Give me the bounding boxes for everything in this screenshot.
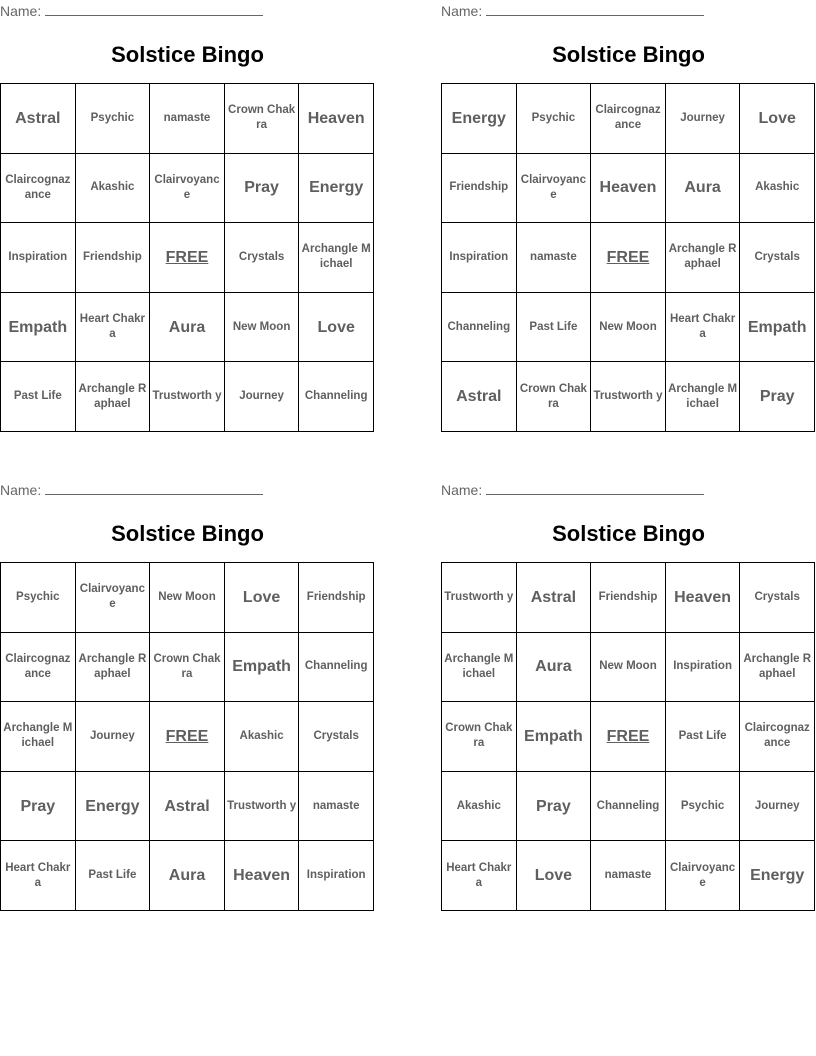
- bingo-cell[interactable]: Akashic: [76, 154, 151, 224]
- bingo-cell[interactable]: Channeling: [299, 362, 374, 432]
- bingo-card-2: [441, 0, 816, 432]
- bingo-cell[interactable]: Journey: [740, 772, 815, 842]
- bingo-cell[interactable]: Trustworth y: [591, 362, 666, 432]
- card-title: Solstice Bingo: [111, 42, 264, 67]
- name-blank-line[interactable]: [45, 482, 263, 495]
- bingo-cell[interactable]: Archangle Michael: [299, 223, 374, 293]
- bingo-cell[interactable]: Akashic: [225, 702, 300, 772]
- bingo-grid: [0, 562, 374, 911]
- bingo-cell[interactable]: Pray: [225, 154, 300, 224]
- bingo-cell[interactable]: Past Life: [666, 702, 741, 772]
- bingo-cell[interactable]: Archangle Michael: [1, 702, 76, 772]
- bingo-cell[interactable]: Channeling: [442, 293, 517, 363]
- name-blank-line[interactable]: [45, 3, 263, 16]
- bingo-cell[interactable]: Love: [740, 84, 815, 154]
- bingo-cell[interactable]: Aura: [666, 154, 741, 224]
- bingo-cell[interactable]: Crystals: [225, 223, 300, 293]
- bingo-cell[interactable]: Inspiration: [666, 633, 741, 703]
- bingo-grid: [441, 562, 815, 911]
- bingo-cell[interactable]: Astral: [442, 362, 517, 432]
- bingo-cell[interactable]: Archangle Raphael: [76, 633, 151, 703]
- bingo-cell[interactable]: New Moon: [225, 293, 300, 363]
- bingo-cell[interactable]: Heart Chakra: [666, 293, 741, 363]
- bingo-cell[interactable]: Astral: [150, 772, 225, 842]
- name-label: Name:: [441, 482, 483, 498]
- bingo-cell[interactable]: Pray: [740, 362, 815, 432]
- bingo-grid: [0, 83, 374, 432]
- bingo-cell[interactable]: New Moon: [591, 633, 666, 703]
- bingo-cell[interactable]: Clairvoyanc e: [666, 841, 741, 911]
- bingo-card-4: [441, 479, 816, 911]
- free-space[interactable]: FREE: [591, 702, 666, 772]
- bingo-cell[interactable]: Claircognaz ance: [591, 84, 666, 154]
- bingo-cell[interactable]: Energy: [442, 84, 517, 154]
- bingo-cell[interactable]: Archangle Raphael: [76, 362, 151, 432]
- bingo-cell[interactable]: Archangle Raphael: [666, 223, 741, 293]
- bingo-cell[interactable]: Empath: [517, 702, 592, 772]
- name-blank-line[interactable]: [486, 482, 704, 495]
- bingo-cell[interactable]: Heaven: [299, 84, 374, 154]
- bingo-grid: [441, 83, 815, 432]
- bingo-cell[interactable]: Pray: [517, 772, 592, 842]
- bingo-cell[interactable]: Channeling: [299, 633, 374, 703]
- name-blank-line[interactable]: [486, 3, 704, 16]
- bingo-cell[interactable]: Akashic: [442, 772, 517, 842]
- bingo-cell[interactable]: Archangle Michael: [442, 633, 517, 703]
- bingo-cell[interactable]: Psychic: [517, 84, 592, 154]
- bingo-cell[interactable]: Claircognaz ance: [1, 154, 76, 224]
- bingo-cell[interactable]: Heaven: [225, 841, 300, 911]
- bingo-cell[interactable]: namaste: [591, 841, 666, 911]
- bingo-cell[interactable]: Crystals: [740, 223, 815, 293]
- name-field[interactable]: [441, 2, 704, 20]
- free-space[interactable]: FREE: [150, 702, 225, 772]
- bingo-cell[interactable]: Energy: [76, 772, 151, 842]
- bingo-cell[interactable]: Crown Chakra: [225, 84, 300, 154]
- name-field[interactable]: [0, 481, 263, 499]
- bingo-cell[interactable]: Friendship: [442, 154, 517, 224]
- bingo-cell[interactable]: Crown Chakra: [442, 702, 517, 772]
- bingo-cell[interactable]: Psychic: [76, 84, 151, 154]
- name-field[interactable]: [441, 481, 704, 499]
- bingo-cell[interactable]: Journey: [225, 362, 300, 432]
- bingo-cell[interactable]: Past Life: [517, 293, 592, 363]
- name-field[interactable]: [0, 2, 263, 20]
- bingo-cell[interactable]: Trustworth y: [150, 362, 225, 432]
- bingo-cell[interactable]: Claircognaz ance: [740, 702, 815, 772]
- bingo-cell[interactable]: Aura: [150, 841, 225, 911]
- name-label: Name:: [0, 482, 42, 498]
- bingo-cell[interactable]: Clairvoyanc e: [150, 154, 225, 224]
- bingo-cell[interactable]: Crystals: [740, 563, 815, 633]
- bingo-cell[interactable]: Trustworth y: [442, 563, 517, 633]
- bingo-cell[interactable]: namaste: [299, 772, 374, 842]
- bingo-cell[interactable]: New Moon: [591, 293, 666, 363]
- bingo-cell[interactable]: Heaven: [666, 563, 741, 633]
- bingo-cell[interactable]: Psychic: [666, 772, 741, 842]
- bingo-cell[interactable]: Psychic: [1, 563, 76, 633]
- card-title: Solstice Bingo: [552, 521, 705, 546]
- bingo-cell[interactable]: Akashic: [740, 154, 815, 224]
- bingo-cell[interactable]: Archangle Michael: [666, 362, 741, 432]
- bingo-cell[interactable]: Inspiration: [1, 223, 76, 293]
- bingo-cell[interactable]: Heart Chakra: [1, 841, 76, 911]
- bingo-cell[interactable]: Aura: [150, 293, 225, 363]
- bingo-cell[interactable]: Journey: [76, 702, 151, 772]
- free-space[interactable]: FREE: [591, 223, 666, 293]
- bingo-cell[interactable]: Past Life: [1, 362, 76, 432]
- bingo-cell[interactable]: Energy: [740, 841, 815, 911]
- bingo-cell[interactable]: Love: [225, 563, 300, 633]
- bingo-cell[interactable]: Clairvoyanc e: [517, 154, 592, 224]
- card-title: Solstice Bingo: [552, 42, 705, 67]
- card-title: Solstice Bingo: [111, 521, 264, 546]
- bingo-cell[interactable]: Aura: [517, 633, 592, 703]
- bingo-cell[interactable]: Love: [517, 841, 592, 911]
- bingo-cell[interactable]: Inspiration: [299, 841, 374, 911]
- bingo-cell[interactable]: Crown Chakra: [517, 362, 592, 432]
- bingo-cell[interactable]: Friendship: [76, 223, 151, 293]
- bingo-cell[interactable]: Claircognaz ance: [1, 633, 76, 703]
- bingo-cell[interactable]: Past Life: [76, 841, 151, 911]
- bingo-cell[interactable]: namaste: [150, 84, 225, 154]
- name-label: Name:: [441, 3, 483, 19]
- bingo-card-1: [0, 0, 375, 432]
- bingo-card-3: [0, 479, 375, 911]
- bingo-cell[interactable]: Journey: [666, 84, 741, 154]
- bingo-cell[interactable]: Crown Chakra: [150, 633, 225, 703]
- bingo-cell[interactable]: Archangle Raphael: [740, 633, 815, 703]
- name-label: Name:: [0, 3, 42, 19]
- bingo-cell[interactable]: Inspiration: [442, 223, 517, 293]
- bingo-cell[interactable]: New Moon: [150, 563, 225, 633]
- bingo-cell[interactable]: Clairvoyanc e: [76, 563, 151, 633]
- bingo-cell[interactable]: Friendship: [299, 563, 374, 633]
- bingo-cell[interactable]: Empath: [1, 293, 76, 363]
- bingo-cell[interactable]: Astral: [1, 84, 76, 154]
- free-space[interactable]: FREE: [150, 223, 225, 293]
- bingo-cell[interactable]: Empath: [740, 293, 815, 363]
- bingo-cell[interactable]: Trustworth y: [225, 772, 300, 842]
- bingo-cell[interactable]: Heart Chakra: [442, 841, 517, 911]
- bingo-cell[interactable]: Crystals: [299, 702, 374, 772]
- bingo-cell[interactable]: namaste: [517, 223, 592, 293]
- bingo-cell[interactable]: Empath: [225, 633, 300, 703]
- bingo-cell[interactable]: Astral: [517, 563, 592, 633]
- bingo-cell[interactable]: Heart Chakra: [76, 293, 151, 363]
- bingo-cell[interactable]: Heaven: [591, 154, 666, 224]
- bingo-cell[interactable]: Channeling: [591, 772, 666, 842]
- bingo-cell[interactable]: Love: [299, 293, 374, 363]
- bingo-cell[interactable]: Energy: [299, 154, 374, 224]
- bingo-cell[interactable]: Friendship: [591, 563, 666, 633]
- bingo-cell[interactable]: Pray: [1, 772, 76, 842]
